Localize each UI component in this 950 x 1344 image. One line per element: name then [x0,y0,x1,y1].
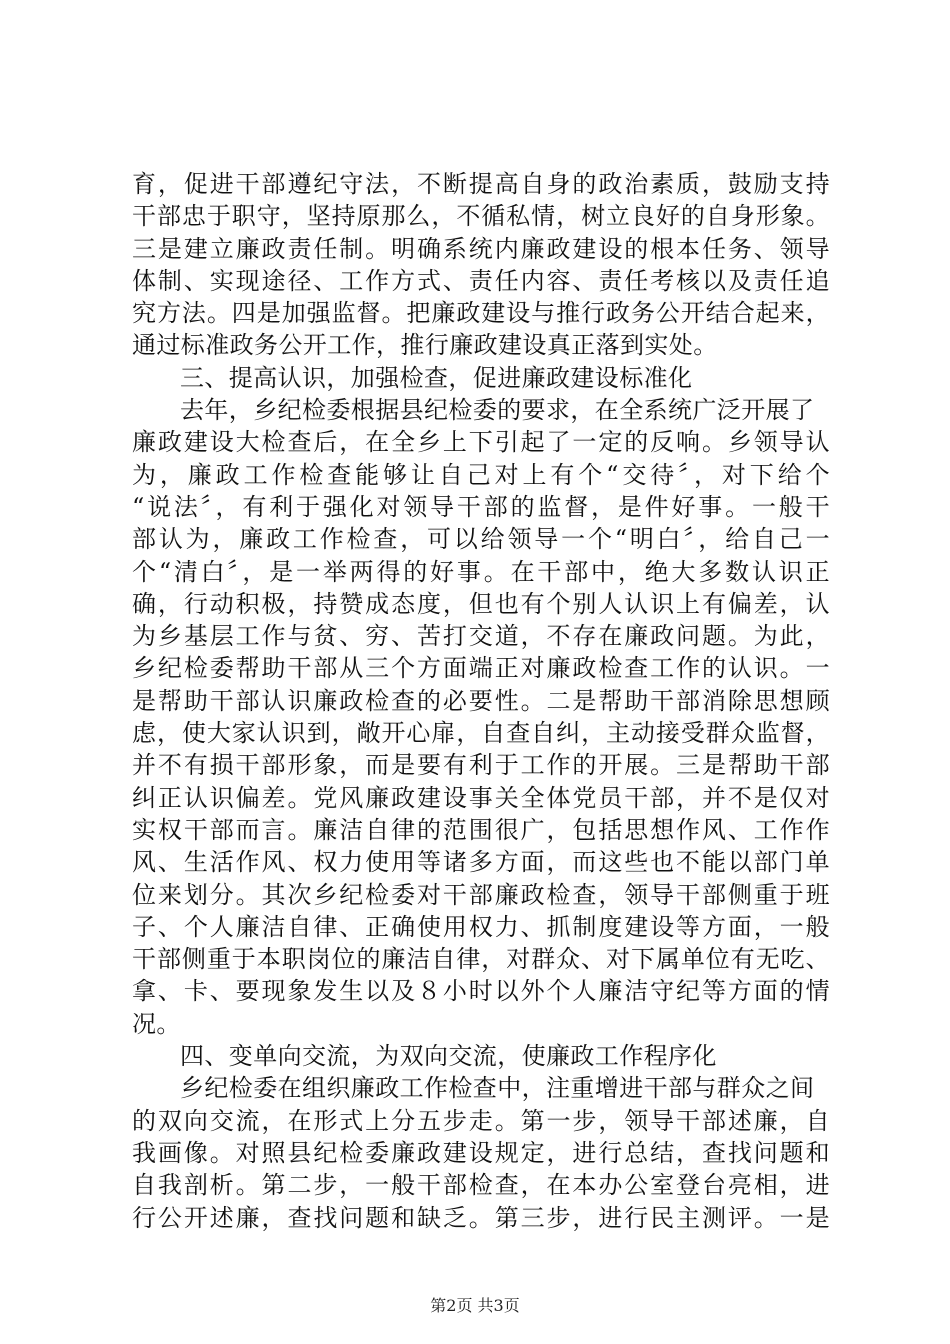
text-line: 干部侧重于本职岗位的廉洁自律，对群众、对下属单位有无吃、 [132,945,830,974]
paragraph-start-line: 四、变单向交流，为双向交流，使廉政工作程序化 [180,1042,717,1071]
text-line: 况。 [132,1009,181,1038]
text-line: 风、生活作风、权力使用等诸多方面，而这些也不能以部门单 [132,848,830,877]
text-line: 通过标准政务公开工作，推行廉政建设真正落到实处。 [132,331,718,360]
paragraph-start-line: 去年，乡纪检委根据县纪检委的要求，在全系统广泛开展了 [180,396,815,425]
text-line: 子、个人廉洁自律、正确使用权力、抓制度建设等方面，一般 [132,912,830,941]
text-line: 位来划分。其次乡纪检委对干部廉政检查，领导干部侧重于班 [132,880,830,909]
text-line: 虑，使大家认识到，敞开心扉，自查自纠，主动接受群众监督， [132,719,830,748]
text-line: 我画像。对照县纪检委廉政建设规定，进行总结，查找问题和 [132,1138,830,1167]
text-line: “说法〞，有利于强化对领导干部的监督，是件好事。一般干 [132,492,830,521]
text-line: 育，促进干部遵纪守法，不断提高自身的政治素质，鼓励支持 [132,170,830,198]
text-line: 干部忠于职守，坚持原那么，不循私情，树立良好的自身形象。 [132,202,830,231]
text-line: 为，廉政工作检查能够让自己对上有个“交待〞，对下给个 [132,460,830,489]
text-line: 纠正认识偏差。党风廉政建设事关全体党员干部，并不是仅对 [132,783,830,812]
page-footer: 第2页 共3页 [430,1296,520,1315]
text-line: 乡纪检委帮助干部从三个方面端正对廉政检查工作的认识。一 [132,654,830,683]
text-line: 实权干部而言。廉洁自律的范围很广，包括思想作风、工作作 [132,815,830,844]
text-line: 个“清白〞，是一举两得的好事。在干部中，绝大多数认识正 [132,557,830,586]
text-line: 部认为，廉政工作检查，可以给领导一个“明白〞，给自己一 [132,525,830,554]
text-line: 究方法。四是加强监督。把廉政建设与推行政务公开结合起来， [132,299,830,328]
paragraph-start-line: 三、提高认识，加强检查，促进廉政建设标准化 [180,363,693,392]
text-line: 的双向交流，在形式上分五步走。第一步，领导干部述廉，自 [132,1106,830,1135]
document-body [132,168,830,1234]
text-line: 体制、实现途径、工作方式、责任内容、责任考核以及责任追 [132,266,830,295]
text-line: 确，行动积极，持赞成态度，但也有个别人认识上有偏差，认 [132,589,830,618]
text-line: 为乡基层工作与贫、穷、苦打交道，不存在廉政问题。为此， [132,622,830,651]
text-line: 自我剖析。第二步，一般干部检查，在本办公室登台亮相，进 [132,1171,830,1200]
text-line: 廉政建设大检查后，在全乡上下引起了一定的反响。乡领导认 [132,428,830,457]
text-line: 拿、卡、要现象发生以及８小时以外个人廉洁守纪等方面的情 [132,977,830,1006]
text-line: 三是建立廉政责任制。明确系统内廉政建设的根本任务、领导 [132,234,830,263]
paragraph-start-line: 乡纪检委在组织廉政工作检查中，注重增进干部与群众之间 [180,1074,815,1103]
text-line: 行公开述廉，查找问题和缺乏。第三步，进行民主测评。一是 [132,1203,830,1232]
text-line: 是帮助干部认识廉政检查的必要性。二是帮助干部消除思想顾 [132,686,830,715]
text-line: 并不有损干部形象，而是要有利于工作的开展。三是帮助干部 [132,751,830,780]
